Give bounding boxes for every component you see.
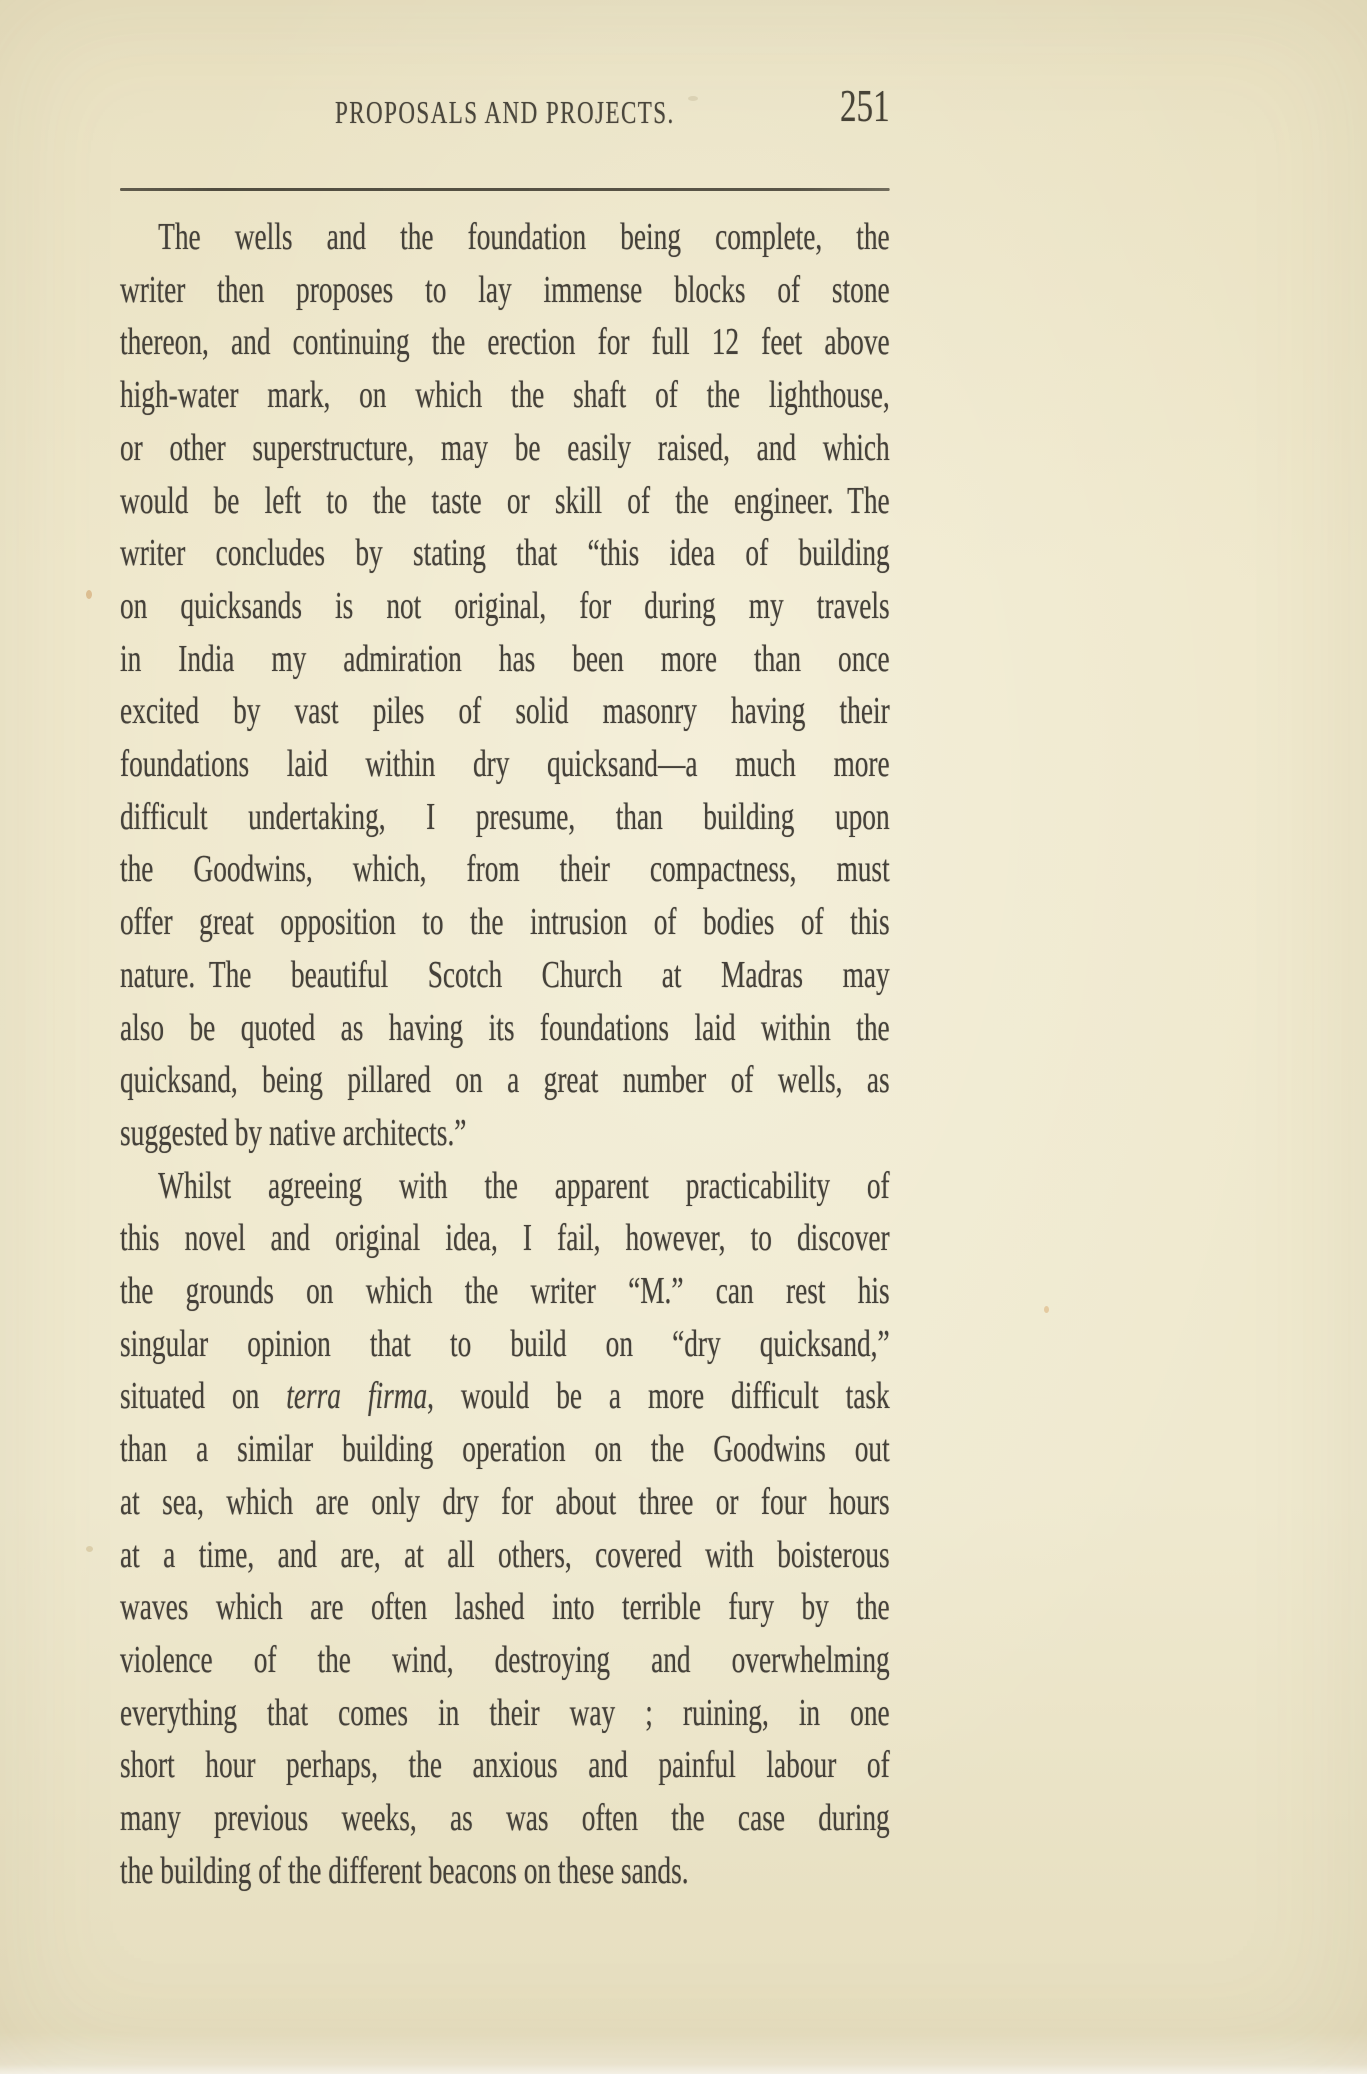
text-line: foundations laid within dry quicksand—a much more xyxy=(120,743,890,786)
text-line: at a time, and are, at all others, covered with boisterous xyxy=(120,1533,890,1576)
paper-speck xyxy=(86,590,92,599)
text-line: on quicksands is not original, for during my travels xyxy=(120,584,890,627)
text-line: the grounds on which the writer “M.” can rest his xyxy=(120,1270,890,1313)
text-line: excited by vast piles of solid masonry having their xyxy=(120,690,890,733)
italic-text: terra firma xyxy=(286,1375,428,1418)
text-line: difficult undertaking, I presume, than building upon xyxy=(120,795,890,838)
text-line: the Goodwins, which, from their compactness, must xyxy=(120,848,890,891)
paper-speck xyxy=(1044,1306,1049,1313)
text-line: would be left to the taste or skill of the engineer. The xyxy=(120,479,890,522)
running-head xyxy=(120,80,890,136)
text-line: writer concludes by stating that “this idea of building xyxy=(120,532,890,575)
text-line: short hour perhaps, the anxious and painful labour of xyxy=(120,1744,890,1787)
text-line: or other superstructure, may be easily raised, and which xyxy=(120,426,890,469)
text-line: violence of the wind, destroying and overwhelming xyxy=(120,1638,890,1681)
text-line: quicksand, being pillared on a great number of wells, as xyxy=(120,1059,890,1102)
text-line: also be quoted as having its foundations laid within the xyxy=(120,1006,890,1049)
text-line: writer then proposes to lay immense blocks of stone xyxy=(120,268,890,311)
text-line: everything that comes in their way ; ruining, in one xyxy=(120,1691,890,1734)
text-line: singular opinion that to build on “dry quicksand,” xyxy=(120,1322,890,1365)
text-line: Whilst agreeing with the apparent practicability of xyxy=(158,1164,890,1207)
text-line: this novel and original idea, I fail, however, to discover xyxy=(120,1217,890,1260)
page-number: 251 xyxy=(840,80,890,131)
text-line: suggested by native architects.” xyxy=(120,1111,467,1154)
text-line: offer great opposition to the intrusion of bodies of this xyxy=(120,901,890,944)
text-line: waves which are often lashed into terrible fury by the xyxy=(120,1586,890,1629)
text-line: many previous weeks, as was often the case during xyxy=(120,1797,890,1840)
text-line: thereon, and continuing the erection for full 12 feet above xyxy=(120,321,890,364)
text-line: high-water mark, on which the shaft of the lighthouse, xyxy=(120,374,890,417)
page-title: PROPOSALS AND PROJECTS. xyxy=(334,94,675,130)
text-block xyxy=(120,211,890,1898)
text-line: in India my admiration has been more than once xyxy=(120,637,890,680)
paper-speck xyxy=(86,1546,93,1552)
text-line: than a similar building operation on the Goodwins out xyxy=(120,1428,890,1471)
text-line: at sea, which are only dry for about three or four hours xyxy=(120,1480,890,1523)
text-line: situated on terra firma, would be a more difficult task xyxy=(120,1375,890,1418)
text-line: nature. The beautiful Scotch Church at Madras may xyxy=(120,953,890,996)
text-column xyxy=(120,80,890,1898)
header-divider-rule xyxy=(120,188,890,191)
text-line: The wells and the foundation being complete, the xyxy=(158,216,890,258)
page-bottom-edge xyxy=(0,2064,1367,2074)
text-line: the building of the different beacons on these sands. xyxy=(120,1849,689,1892)
